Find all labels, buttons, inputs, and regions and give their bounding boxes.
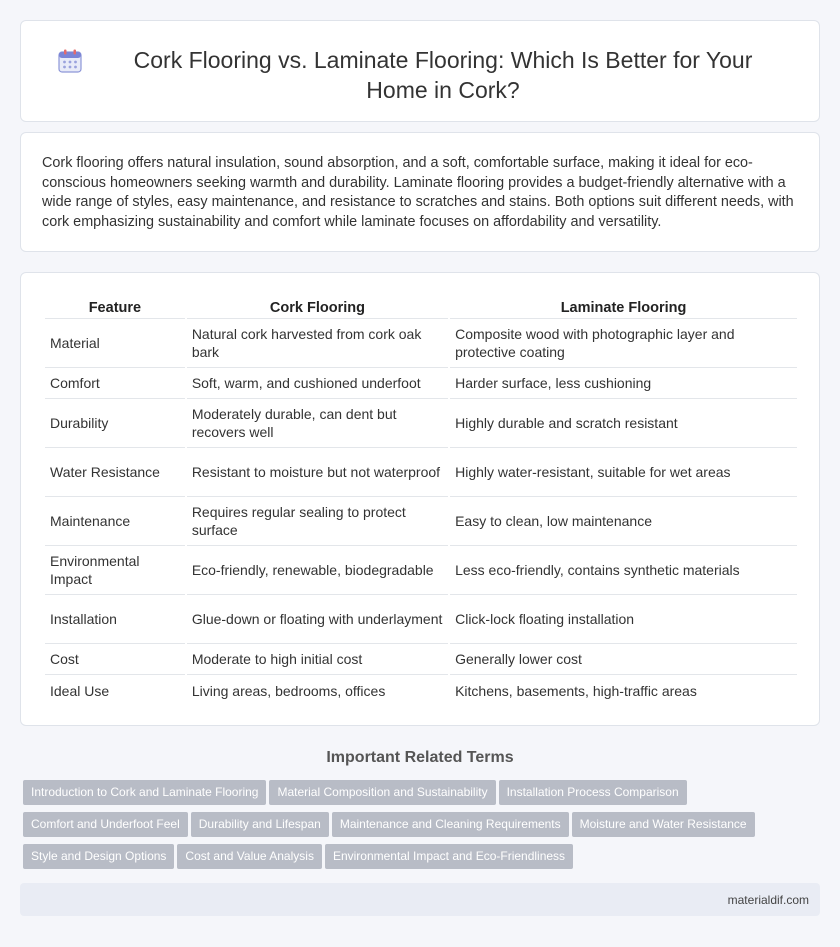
title-card [20,20,820,122]
related-tag[interactable]: Cost and Value Analysis [177,844,322,869]
related-tag[interactable]: Durability and Lifespan [191,812,329,837]
header-feature: Feature [45,295,185,319]
table-row [45,319,797,368]
footer [20,883,820,916]
cork-cell: Glue-down or floating with underlayment [187,595,448,644]
related-tag[interactable]: Environmental Impact and Eco-Friendliness [325,844,573,869]
laminate-cell: Composite wood with photographic layer and protective coating [450,319,797,368]
laminate-cell: Highly durable and scratch resistant [450,399,797,448]
feature-cell: Durability [45,399,185,448]
related-tag[interactable]: Installation Process Comparison [499,780,687,805]
related-terms-heading: Important Related Terms [326,749,514,766]
related-tags-row-3 [23,844,823,869]
header-laminate: Laminate Flooring [450,295,797,319]
feature-cell: Comfort [45,368,185,399]
feature-cell: Cost [45,644,185,675]
laminate-cell: Less eco-friendly, contains synthetic materials [450,546,797,595]
related-tag[interactable]: Maintenance and Cleaning Requirements [332,812,569,837]
table-row [45,399,797,448]
feature-cell: Installation [45,595,185,644]
related-tags-row-1 [23,780,823,805]
feature-cell: Environmental Impact [45,546,185,595]
feature-cell: Water Resistance [45,448,185,497]
page-title: Cork Flooring vs. Laminate Flooring: Which Is Better for Your Home in Cork? [133,47,753,103]
related-tag[interactable]: Introduction to Cork and Laminate Flooring [23,780,266,805]
table-header-row [45,295,797,319]
related-tags-row-2 [23,812,823,837]
related-tag[interactable]: Moisture and Water Resistance [572,812,755,837]
related-tag[interactable]: Style and Design Options [23,844,174,869]
table-row [45,595,797,644]
laminate-cell: Highly water-resistant, suitable for wet areas [450,448,797,497]
laminate-cell: Harder surface, less cushioning [450,368,797,399]
header-cork: Cork Flooring [187,295,448,319]
table-row [45,644,797,675]
comparison-table [43,295,799,706]
feature-cell: Ideal Use [50,682,110,699]
table-row [45,448,797,497]
table-row [45,546,797,595]
feature-cell: Material [45,319,185,368]
cork-cell: Living areas, bedrooms, offices [191,682,386,699]
table-row [45,368,797,399]
feature-cell: Maintenance [45,497,185,546]
footer-site-link[interactable]: materialdif.com [727,893,809,907]
cork-cell: Eco-friendly, renewable, biodegradable [187,546,448,595]
calendar-icon [57,48,83,74]
cork-cell: Moderately durable, can dent but recovers well [187,399,448,448]
laminate-cell: Generally lower cost [450,644,797,675]
laminate-cell: Kitchens, basements, high-traffic areas [455,682,697,699]
cork-cell: Resistant to moisture but not waterproof [187,448,448,497]
related-tag[interactable]: Comfort and Underfoot Feel [23,812,188,837]
related-tag[interactable]: Material Composition and Sustainability [269,780,495,805]
cork-cell: Natural cork harvested from cork oak bark [187,319,448,368]
comparison-table-card [20,272,820,726]
table-row [45,497,797,546]
cork-cell: Requires regular sealing to protect surface [187,497,448,546]
laminate-cell: Click-lock floating installation [450,595,797,644]
cork-cell: Soft, warm, and cushioned underfoot [187,368,448,399]
laminate-cell: Easy to clean, low maintenance [450,497,797,546]
cork-cell: Moderate to high initial cost [187,644,448,675]
table-row [45,675,797,706]
summary-card [20,132,820,252]
summary-paragraph: Cork flooring offers natural insulation, sound absorption, and a soft, comfortable surface, making it ideal for eco-conscious homeowners seeking warmth and durability. Laminate flooring provides a budget-friendly alternative with a wide range of styles, easy maintenance, and resistance to scratches and stains. Both options suit different needs, with cork emphasizing sustainability and comfort while laminate focuses on affordability and versatility. [42,155,794,230]
